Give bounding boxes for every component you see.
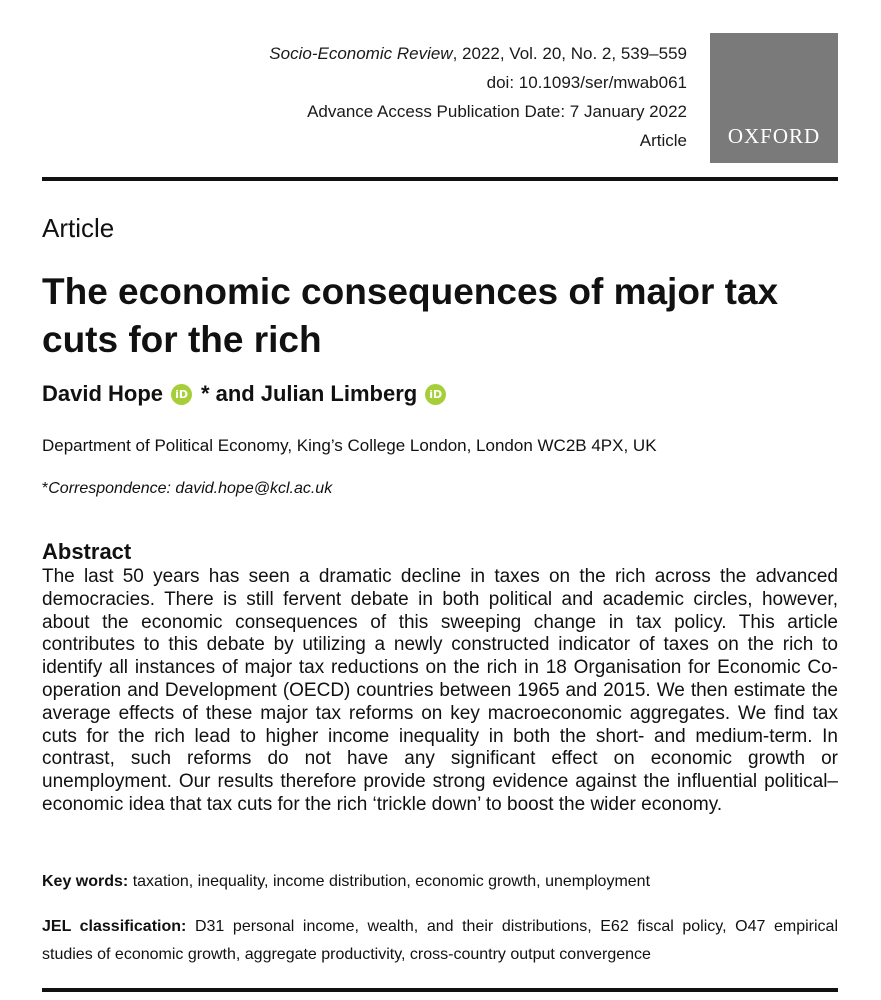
jel-text: D31 personal income, wealth, and their distributions, E62 fiscal policy, O47 empirical studies of economic growth, aggregate productivity, cross-country output convergence xyxy=(42,918,839,963)
header-divider xyxy=(42,177,838,181)
abstract-text: The last 50 years has seen a dramatic decline in taxes on the rich across the advanced democracies. There is still fervent debate in both political and academic circles, however, about the economic consequences of this sweeping change in tax policy. This article contributes to this debate by utilizing a newly constructed indicator of taxes on the rich to identify all instances of major tax reductions on the rich in 18 Organisation for Economic Co-operation and Development (OECD) countries between 1965 and 2015. We then estimate the average effects of these major tax reforms on key macroeconomic aggregates. We find tax cuts for the rich lead to higher income inequality in both the short- and medium-term. In contrast, such reforms do not have any significant effect on economic growth or unemployment. Our results therefore provide strong evidence against the influential political–economic idea that tax cuts for the rich ‘trickle down’ to boost the wider economy. xyxy=(42,566,838,815)
keywords-label: Key words: xyxy=(42,873,129,890)
publication-date: Advance Access Publication Date: 7 January 2022 xyxy=(307,102,687,121)
oxford-logo xyxy=(710,33,838,163)
jel-classification xyxy=(42,913,838,969)
corresponding-author-marker: * xyxy=(201,381,210,406)
section-label: Article xyxy=(42,213,115,243)
orcid-icon[interactable]: iD xyxy=(171,384,192,405)
author-name[interactable]: Julian Limberg xyxy=(260,381,418,406)
author-list xyxy=(42,381,455,407)
journal-name: Socio-Economic Review xyxy=(269,44,453,63)
orcid-icon[interactable]: iD xyxy=(425,384,446,405)
author-name[interactable]: David Hope xyxy=(42,381,164,406)
article-title: The economic consequences of major tax cuts for the rich xyxy=(42,271,779,360)
correspondence-marker: * xyxy=(42,480,49,497)
author-joiner: and xyxy=(215,381,255,406)
keywords xyxy=(42,873,650,891)
abstract-heading: Abstract xyxy=(42,539,132,564)
citation-details: , 2022, Vol. 20, No. 2, 539–559 xyxy=(452,44,687,63)
jel-label: JEL classification: xyxy=(42,918,187,935)
doi[interactable]: doi: 10.1093/ser/mwab061 xyxy=(486,73,687,92)
oxford-logo-text: OXFORD xyxy=(727,124,821,148)
affiliation: Department of Political Economy, King’s College London, London WC2B 4PX, UK xyxy=(42,436,657,455)
correspondence-text[interactable]: Correspondence: david.hope@kcl.ac.uk xyxy=(48,480,333,497)
journal-citation xyxy=(269,40,687,68)
footer-divider xyxy=(42,988,838,992)
keywords-text: taxation, inequality, income distribution, economic growth, unemployment xyxy=(132,873,651,890)
correspondence xyxy=(42,480,332,498)
article-type-label: Article xyxy=(639,131,687,150)
